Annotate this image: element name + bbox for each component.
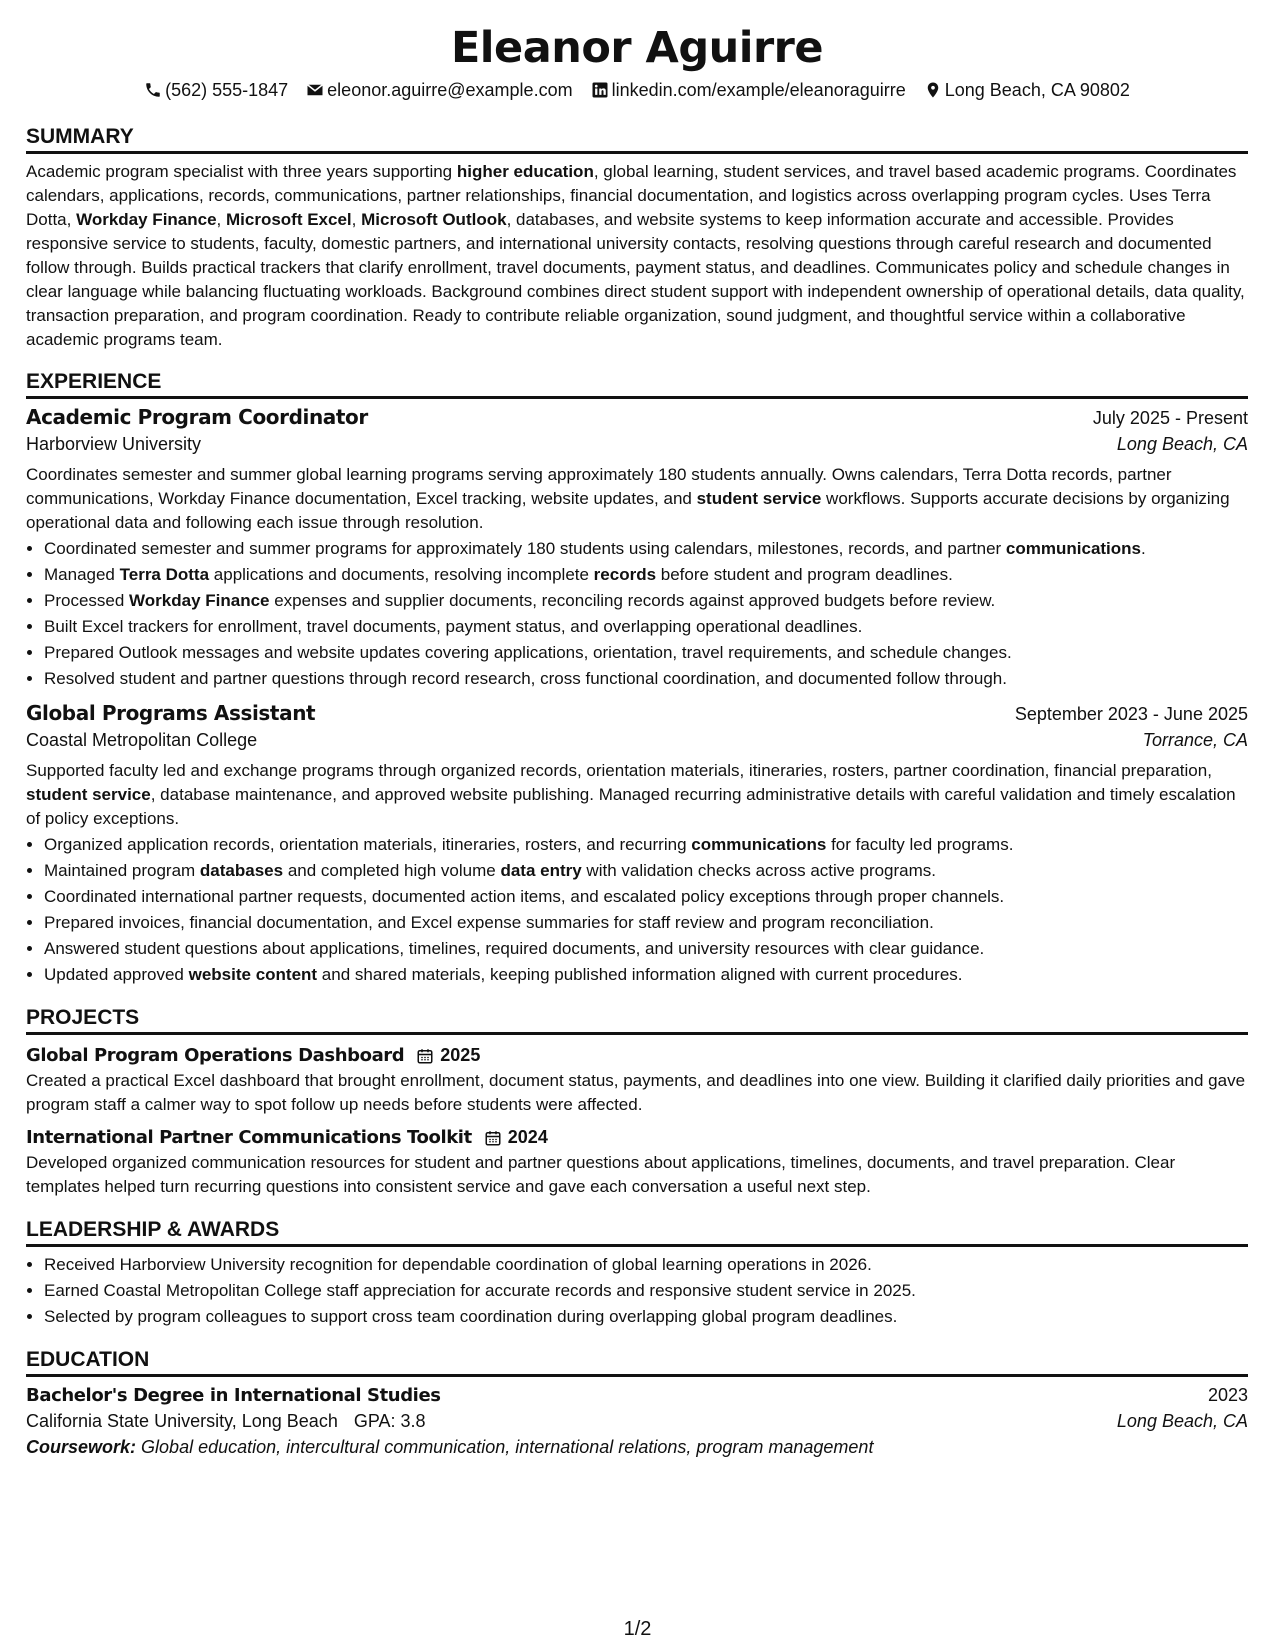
email-link[interactable]: eleonor.aguirre@example.com (327, 80, 573, 100)
coursework-label: Coursework: (26, 1437, 137, 1457)
phone-text: (562) 555-1847 (165, 80, 289, 100)
candidate-name: Eleanor Aguirre (450, 23, 824, 73)
project-year (416, 1045, 480, 1066)
project-year (484, 1127, 548, 1148)
job-header (26, 701, 1248, 725)
school-location: Long Beach, CA (1116, 1411, 1248, 1431)
bullet-item: • Built Excel trackers for enrollment, travel documents, payment status, and overlapping operational deadlines. (44, 615, 1248, 639)
envelope-icon (306, 81, 324, 99)
project-description: Developed organized communication resources for student and partner questions about applications, timelines, documents, and travel preparation. Clear templates helped turn recurring questions into consistent service and gave each conversation a useful next step. (26, 1153, 1176, 1196)
school-name: California State University, Long Beach (26, 1411, 338, 1431)
project-description: Created a practical Excel dashboard that brought enrollment, document status, payments, and deadlines into one view. Building it clarified daily priorities and gave program staff a calmer way to spot follow up needs before students were affected. (26, 1071, 1246, 1114)
leadership-item: • Earned Coastal Metropolitan College staff appreciation for accurate records and responsive student service in 2025. (44, 1279, 1248, 1303)
bullet-item: • Managed Terra Dotta applications and documents, resolving incomplete records before student and program deadlines. (44, 563, 1248, 587)
job-bullets (26, 833, 1248, 987)
bullet-item: • Maintained program databases and completed high volume data entry with validation checks across active programs. (44, 859, 1248, 883)
calendar-icon (416, 1047, 434, 1065)
job-title: Academic Program Coordinator (26, 405, 368, 429)
school-and-gpa (26, 1411, 426, 1432)
section-title-projects: PROJECTS (26, 1005, 1248, 1035)
job-title: Global Programs Assistant (26, 701, 316, 725)
linkedin-link[interactable]: linkedin.com/example/eleanoraguirre (611, 80, 906, 100)
project-header (26, 1045, 1248, 1066)
coursework (26, 1437, 1248, 1458)
coursework-text: Global education, intercultural communication, international relations, program management (141, 1437, 874, 1457)
leadership-item: • Received Harborview University recognition for dependable coordination of global learning operations in 2026. (44, 1253, 1248, 1277)
job-description: Coordinates semester and summer global learning programs serving approximately 180 students annually. Owns calendars, Terra Dotta records, partner communications, Workday Finance documentation, Excel tracking, website updates, and student service workflows. Supports accurate decisions by organizing operational data and following each issue through resolution. (26, 465, 1230, 532)
job-description: Supported faculty led and exchange programs through organized records, orientation materials, itineraries, rosters, partner coordination, financial preparation, student service, database maintenance, and approved website publishing. Managed recurring administrative details with careful validation and timely escalation of policy exceptions. (26, 761, 1236, 828)
gpa: GPA: 3.8 (353, 1411, 426, 1431)
section-title-summary: SUMMARY (26, 124, 1248, 154)
job-subheader (26, 434, 1248, 455)
phone-icon (144, 81, 162, 99)
job-dates: July 2025 - Present (1092, 408, 1248, 428)
section-title-education: EDUCATION (26, 1347, 1248, 1377)
bullet-item: • Coordinated semester and summer programs for approximately 180 students using calendars, milestones, records, and partner communications. (44, 537, 1248, 561)
job-dates: September 2023 - June 2025 (1014, 704, 1248, 724)
section-title-experience: EXPERIENCE (26, 369, 1248, 399)
education-header (26, 1385, 1248, 1406)
summary-paragraph: Academic program specialist with three years supporting higher education, global learning, student services, and travel based academic programs. Coordinates calendars, applications, records, communications, partner relationships, financial documentation, and logistics across overlapping program cycles. Uses Terra Dotta, Workday Finance, Microsoft Excel, Microsoft Outlook, databases, and website systems to keep information accurate and accessible. Provides responsive service to students, faculty, domestic partners, and international university contacts, resolving questions through careful research and documented follow through. Builds practical trackers that clarify enrollment, travel documents, payment status, and deadlines. Communicates policy and schedule changes in clear language while balancing fluctuating workloads. Background combines direct student support with independent ownership of operational details, data quality, transaction preparation, and program coordination. Ready to contribute reliable organization, sound judgment, and thoughtful service within a collaborative academic programs team. (26, 162, 1245, 349)
job-organization: Coastal Metropolitan College (26, 730, 258, 750)
page-number: 1/2 (623, 1618, 652, 1640)
bullet-item: • Prepared Outlook messages and website updates covering applications, orientation, travel requirements, and schedule changes. (44, 641, 1248, 665)
location-text: Long Beach, CA 90802 (944, 80, 1130, 100)
leadership-item: • Selected by program colleagues to support cross team coordination during overlapping global program deadlines. (44, 1305, 1248, 1329)
bullet-item: • Organized application records, orientation materials, itineraries, rosters, and recurring communications for faculty led programs. (44, 833, 1248, 857)
bullet-item: • Processed Workday Finance expenses and supplier documents, reconciling records against approved budgets before review. (44, 589, 1248, 613)
contact-bar (26, 78, 1248, 102)
project-year-text: 2024 (507, 1127, 548, 1147)
project-header (26, 1127, 1248, 1148)
contact-linkedin[interactable] (591, 78, 906, 102)
calendar-icon (484, 1129, 502, 1147)
job-bullets (26, 537, 1248, 691)
job-organization: Harborview University (26, 434, 202, 454)
linkedin-icon (591, 81, 609, 99)
leadership-list (26, 1253, 1248, 1329)
degree-title: Bachelor's Degree in International Studies (26, 1385, 441, 1406)
contact-email[interactable] (306, 78, 572, 102)
project-title: Global Program Operations Dashboard (26, 1045, 405, 1066)
bullet-item: • Updated approved website content and shared materials, keeping published information aligned with current procedures. (44, 963, 1248, 987)
graduation-year: 2023 (1207, 1385, 1248, 1405)
education-subheader (26, 1411, 1248, 1432)
job-subheader (26, 730, 1248, 751)
job-location: Torrance, CA (1142, 730, 1248, 750)
map-pin-icon (924, 81, 942, 99)
bullet-item: • Resolved student and partner questions through record research, cross functional coordination, and documented follow through. (44, 667, 1248, 691)
project-year-text: 2025 (440, 1045, 481, 1065)
job-location: Long Beach, CA (1116, 434, 1248, 454)
bullet-item: • Prepared invoices, financial documentation, and Excel expense summaries for staff review and program reconciliation. (44, 911, 1248, 935)
bullet-item: • Coordinated international partner requests, documented action items, and escalated policy exceptions through proper channels. (44, 885, 1248, 909)
experience-entry (26, 405, 1248, 691)
project-title: International Partner Communications Toolkit (26, 1127, 472, 1148)
job-header (26, 405, 1248, 429)
project-entry (26, 1127, 1248, 1199)
experience-entry (26, 701, 1248, 987)
contact-location (924, 78, 1130, 102)
project-entry (26, 1045, 1248, 1117)
resume-page (26, 22, 1248, 1458)
section-title-leadership: LEADERSHIP & AWARDS (26, 1217, 1248, 1247)
contact-phone (144, 78, 288, 102)
bullet-item: • Answered student questions about applications, timelines, required documents, and university resources with clear guidance. (44, 937, 1248, 961)
